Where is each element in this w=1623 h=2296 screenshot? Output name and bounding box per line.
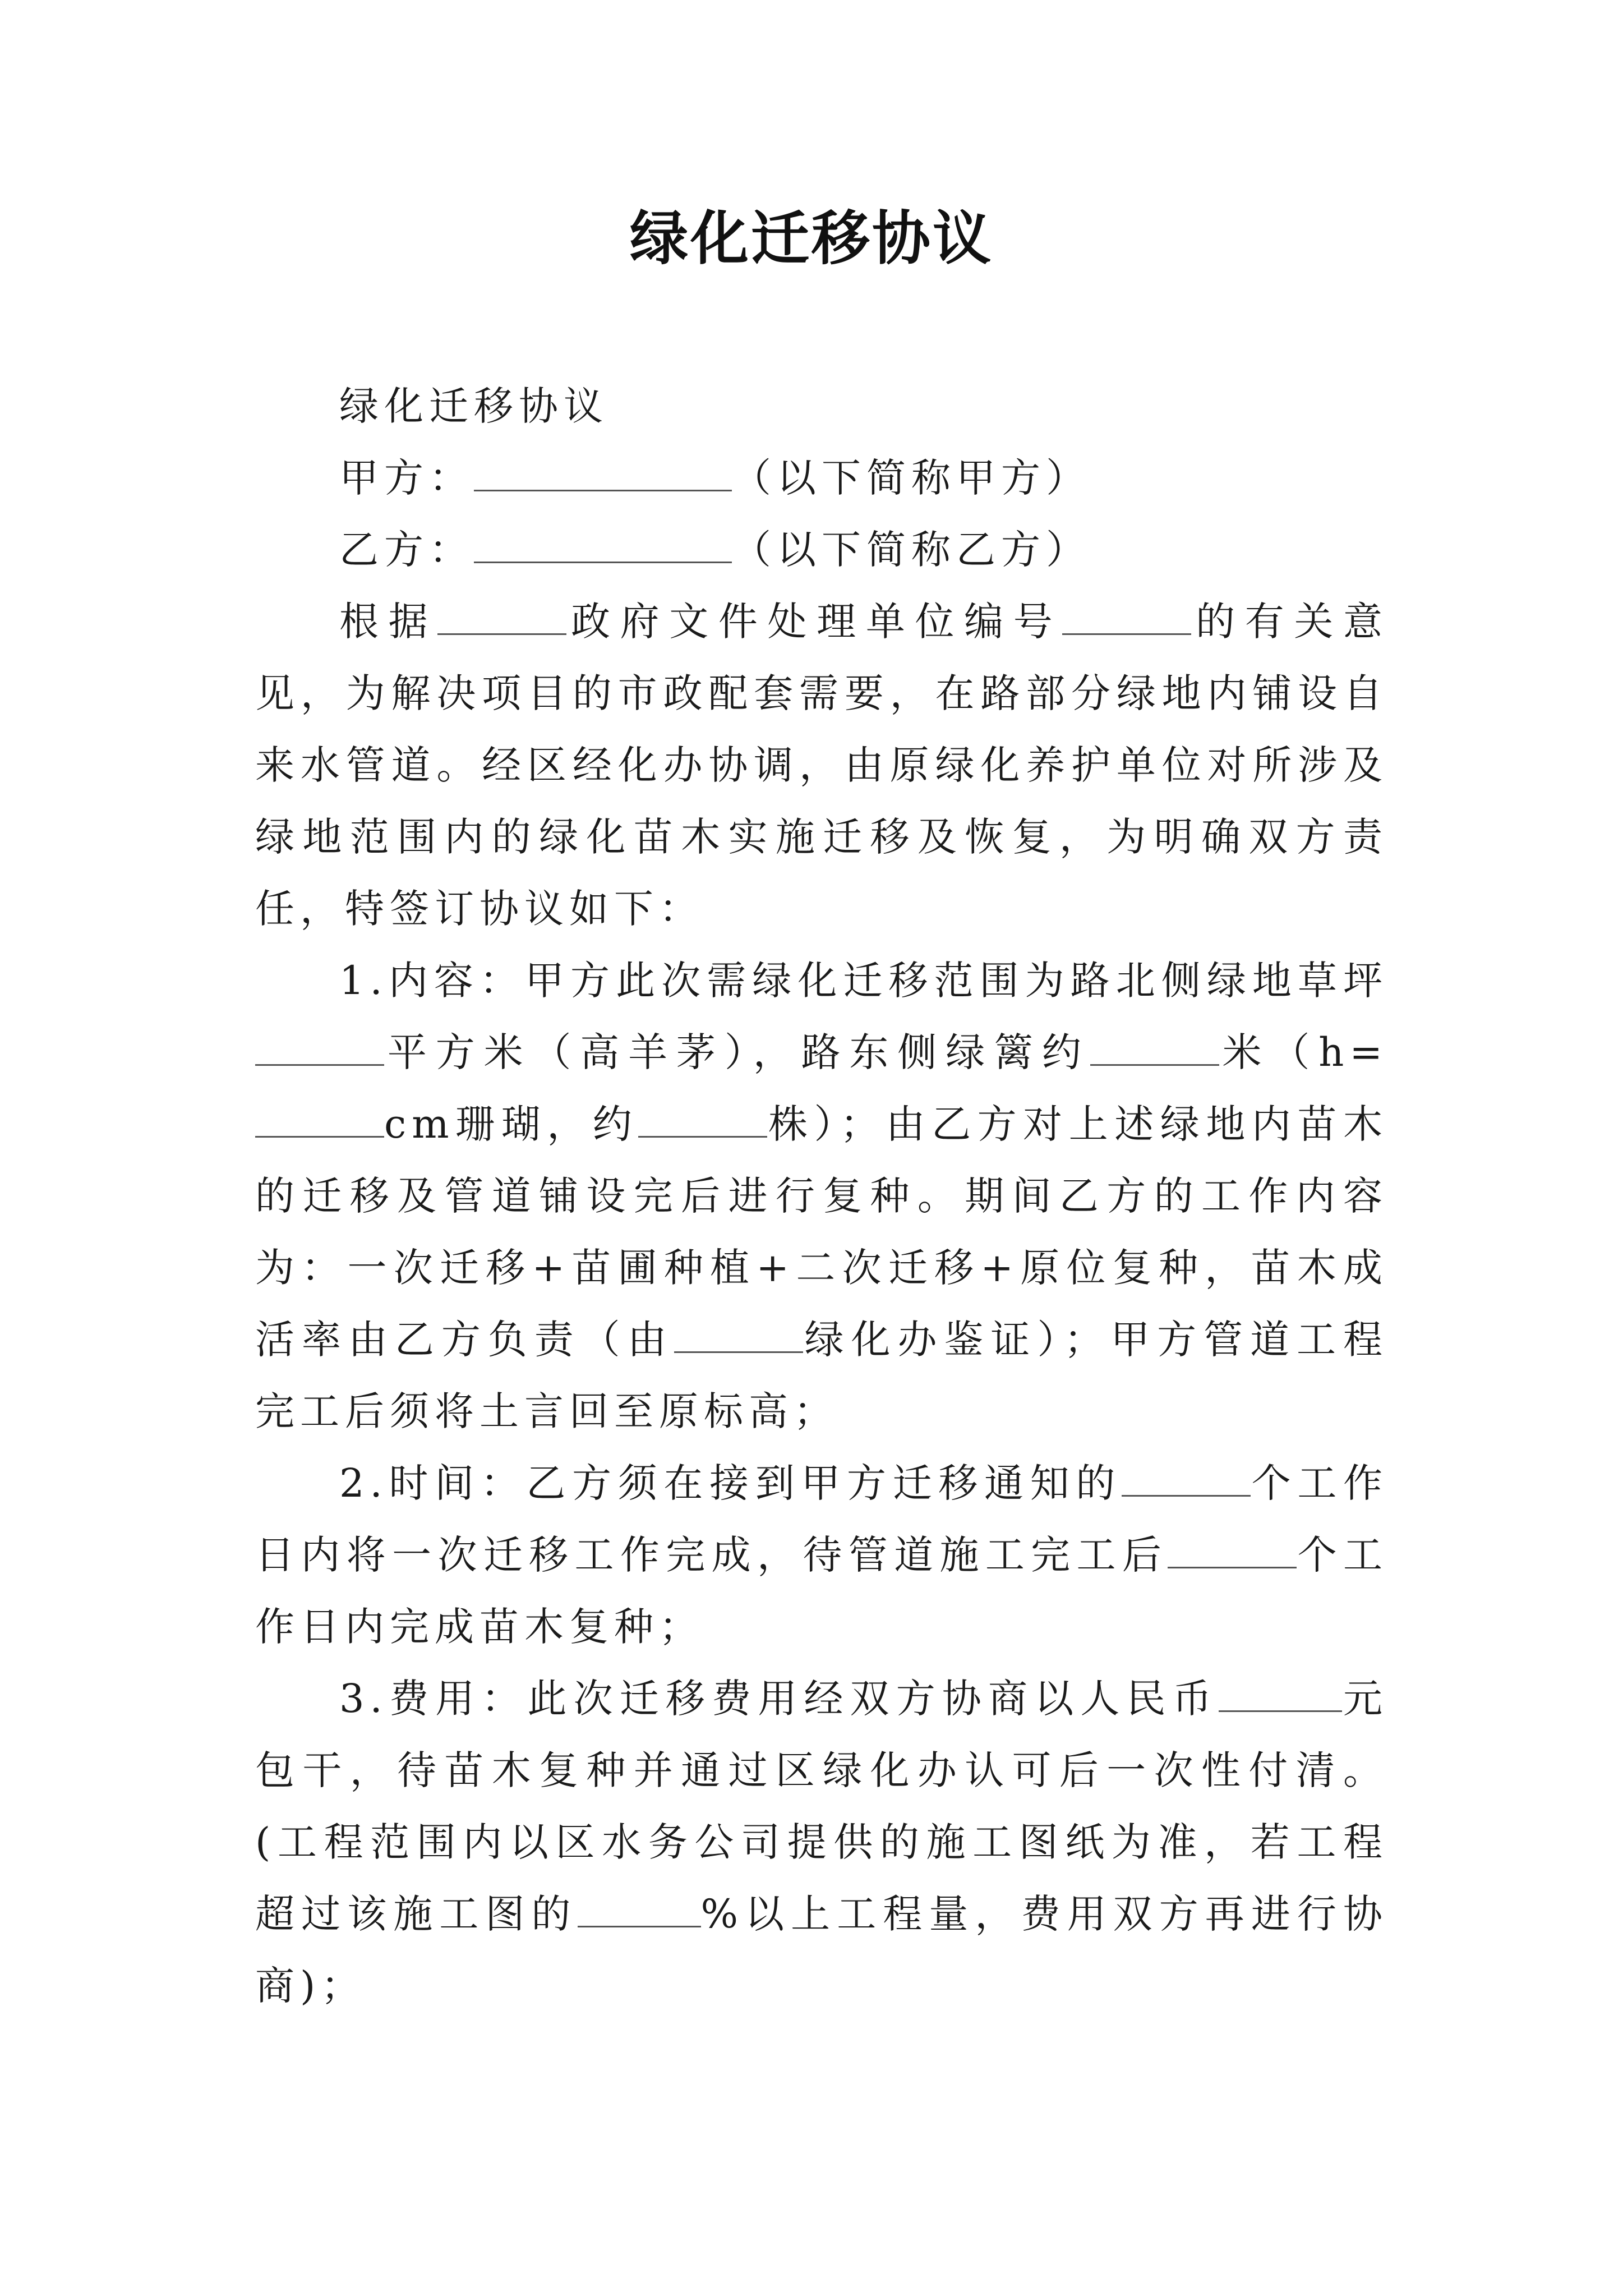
party-a-label: 甲方： bbox=[339, 455, 474, 501]
clause-2-blank-2 bbox=[1168, 1527, 1297, 1568]
clause-2-text-2: 个工作日内将一次迁移工作完成，待管道施工完工后 bbox=[255, 1460, 1388, 1578]
clause-2-text-3: 个工作日内完成苗木复种； bbox=[255, 1532, 1389, 1650]
clause-1-text-1: 1.内容：甲方此次需绿化迁移范围为路北侧绿地草坪 bbox=[339, 958, 1388, 1004]
clause-3-blank-1 bbox=[1219, 1671, 1342, 1712]
intro-text-3: 的有关意见，为解决项目的市政配套需要，在路部分绿地内铺设自来水管道。经区经化办协调，由原绿化养护单位对所涉及绿地范围内的绿化苗木实施迁移及恢复，为明确双方责任，特签订协议如下： bbox=[255, 599, 1389, 932]
clause-3-text-2: 元包干，待苗木复种并通过区绿化办认可后一次性付清。(工程范围内以区水务公司提供的施工图纸为准，若工程超过该施工图的 bbox=[255, 1676, 1389, 1937]
clause-1-text-3: 米（h= bbox=[1219, 1029, 1388, 1075]
party-a-line bbox=[255, 442, 1388, 514]
clause-3-text-1: 3.费用：此次迁移费用经双方协商以人民币 bbox=[339, 1676, 1219, 1722]
subtitle: 绿化迁移协议 bbox=[339, 383, 608, 429]
document-body bbox=[255, 370, 1388, 2022]
clause-1-blank-3 bbox=[255, 1097, 384, 1138]
clause-3-paragraph bbox=[255, 1663, 1388, 2022]
clause-1-text-4: cm珊瑚，约 bbox=[384, 1101, 639, 1147]
clause-1-blank-2 bbox=[1090, 1025, 1219, 1066]
clause-1-blank-4 bbox=[638, 1097, 767, 1138]
clause-3-blank-2 bbox=[578, 1887, 701, 1927]
clause-2-blank-1 bbox=[1122, 1456, 1251, 1497]
intro-text-2: 政府文件处理单位编号 bbox=[566, 599, 1063, 645]
clause-1-text-5: 株）；由乙方对上述绿地内苗木的迁移及管道铺设完后进行复种。期间乙方的工作内容为：一次迁移+苗圃种植+二次迁移+原位复种，苗木成活率由乙方负责（由 bbox=[255, 1101, 1388, 1363]
party-b-suffix: （以下简称乙方） bbox=[732, 527, 1091, 573]
clause-3-text-3: %以上工程量，费用双方再进行协商)； bbox=[255, 1891, 1389, 2009]
clause-1-blank-1 bbox=[255, 1025, 384, 1066]
intro-blank-1 bbox=[437, 594, 566, 635]
intro-paragraph bbox=[255, 586, 1388, 945]
party-b-blank bbox=[474, 522, 732, 563]
clause-2-text-1: 2.时间：乙方须在接到甲方迁移通知的 bbox=[339, 1460, 1122, 1506]
clause-1-paragraph bbox=[255, 945, 1388, 1447]
party-a-suffix: （以下简称甲方） bbox=[732, 455, 1091, 501]
clause-1-text-6: 绿化办鉴证）；甲方管道工程完工后须将土言回至原标高； bbox=[255, 1317, 1389, 1434]
intro-blank-2 bbox=[1062, 594, 1191, 635]
party-b-label: 乙方： bbox=[339, 527, 474, 573]
document-title: 绿化迁移协议 bbox=[629, 204, 993, 273]
intro-text-1: 根据 bbox=[339, 599, 438, 645]
party-b-line bbox=[255, 514, 1388, 586]
clause-1-blank-5 bbox=[674, 1312, 803, 1353]
clause-2-paragraph bbox=[255, 1447, 1388, 1663]
party-a-blank bbox=[474, 450, 732, 491]
clause-1-text-2: 平方米（高羊茅），路东侧绿篱约 bbox=[384, 1029, 1090, 1075]
